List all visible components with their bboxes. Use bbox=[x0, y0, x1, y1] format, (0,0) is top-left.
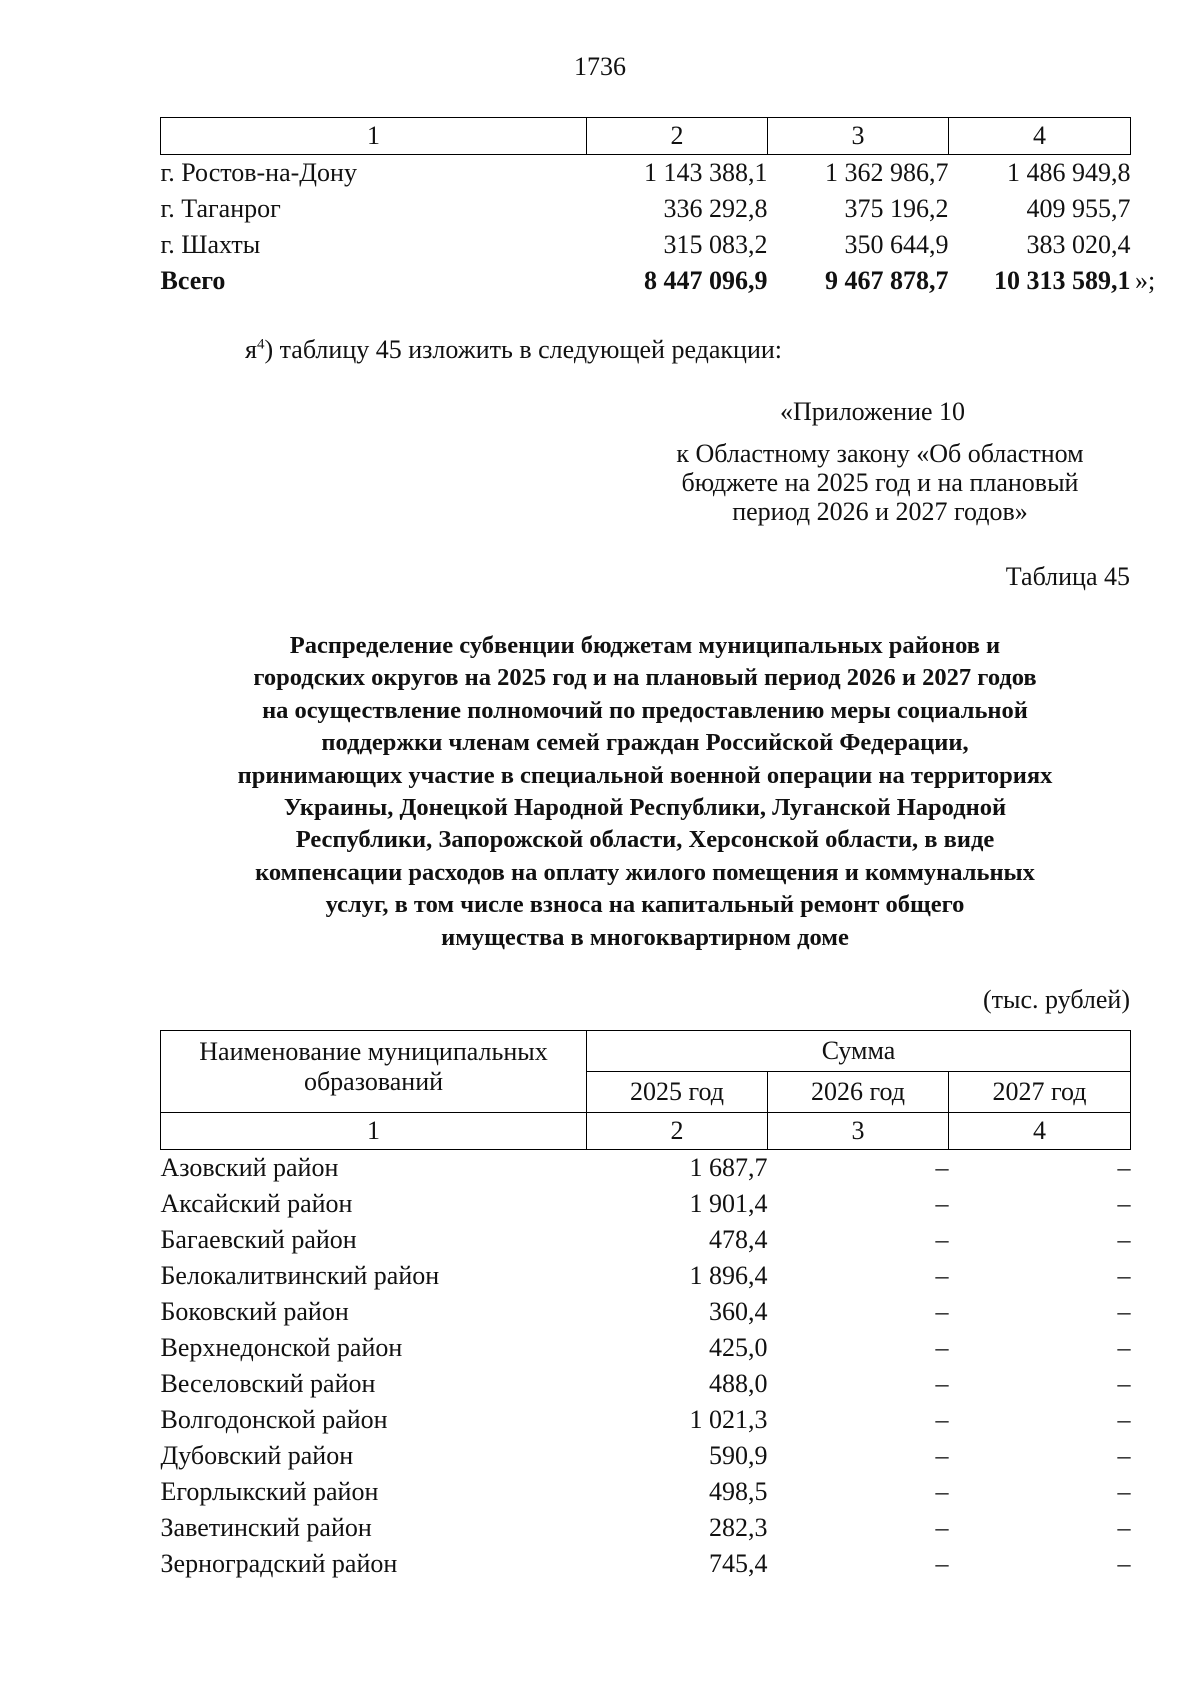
appendix-reference-line: период 2026 и 2027 годов» bbox=[732, 497, 1028, 526]
table-row bbox=[161, 1474, 1131, 1510]
title-line: имущества в многоквартирном доме bbox=[441, 923, 849, 951]
value-2026: – bbox=[935, 1405, 949, 1434]
table-row bbox=[161, 1186, 1131, 1222]
subvention-table bbox=[160, 1030, 1131, 1582]
value-2026: – bbox=[935, 1225, 949, 1254]
table-row bbox=[161, 1294, 1131, 1330]
value-2026: – bbox=[935, 1549, 949, 1578]
table-row bbox=[161, 1258, 1131, 1294]
value-2026: 9 467 878,7 bbox=[825, 266, 949, 295]
value-2025: 1 021,3 bbox=[689, 1405, 768, 1434]
value-2027: – bbox=[1117, 1261, 1131, 1290]
units-label: (тыс. рублей) bbox=[982, 985, 1130, 1014]
municipality-name: Багаевский район bbox=[160, 1225, 357, 1254]
value-2026: – bbox=[935, 1369, 949, 1398]
municipality-name: Дубовский район bbox=[160, 1441, 354, 1470]
value-2025: 8 447 096,9 bbox=[644, 266, 768, 295]
value-2026: – bbox=[935, 1153, 949, 1182]
municipality-name: Заветинский район bbox=[160, 1513, 372, 1542]
appendix-reference bbox=[640, 439, 1120, 526]
appendix-reference-line: бюджете на 2025 год и на плановый bbox=[681, 468, 1079, 497]
value-2027: – bbox=[1117, 1189, 1131, 1218]
column-index-1: 1 bbox=[161, 1113, 587, 1150]
table-row bbox=[161, 1366, 1131, 1402]
value-2027: – bbox=[1117, 1369, 1131, 1398]
municipality-name: Боковский район bbox=[160, 1297, 349, 1326]
value-2025: 488,0 bbox=[709, 1369, 768, 1398]
value-2025: 498,5 bbox=[709, 1477, 768, 1506]
column-header-name: Наименование муниципальных образований bbox=[161, 1031, 587, 1113]
column-index-3: 3 bbox=[768, 118, 949, 155]
value-2027: – bbox=[1117, 1549, 1131, 1578]
column-header-2027: 2027 год bbox=[949, 1072, 1131, 1113]
value-2025: 282,3 bbox=[709, 1513, 768, 1542]
title-line: на осуществление полномочий по предоставлению меры социальной bbox=[262, 696, 1028, 724]
table-label: Таблица 45 bbox=[1005, 562, 1130, 591]
table-row bbox=[161, 1510, 1131, 1546]
value-2025: 590,9 bbox=[709, 1441, 768, 1470]
value-2026: – bbox=[935, 1261, 949, 1290]
value-2027: – bbox=[1117, 1513, 1131, 1542]
page-number: 1736 bbox=[574, 52, 626, 81]
value-2025: 1 896,4 bbox=[689, 1261, 768, 1290]
title-line: городских округов на 2025 год и на плановый период 2026 и 2027 годов bbox=[253, 664, 1037, 692]
value-2027: – bbox=[1117, 1333, 1131, 1362]
table-row bbox=[161, 191, 1131, 227]
municipality-name: Всего bbox=[160, 266, 226, 295]
header-row bbox=[161, 1031, 1131, 1072]
value-2026: – bbox=[935, 1441, 949, 1470]
value-2027: – bbox=[1117, 1405, 1131, 1434]
column-index-row bbox=[161, 118, 1131, 155]
municipality-name: Аксайский район bbox=[160, 1189, 353, 1218]
table-row bbox=[161, 1438, 1131, 1474]
municipality-name: Верхнедонской район bbox=[160, 1333, 403, 1362]
municipality-name: Веселовский район bbox=[160, 1369, 376, 1398]
table-row bbox=[161, 227, 1131, 263]
column-index-row bbox=[161, 1113, 1131, 1150]
value-2027: – bbox=[1117, 1225, 1131, 1254]
column-header-sum: Сумма bbox=[587, 1031, 1131, 1072]
value-2025: 1 143 388,1 bbox=[644, 158, 768, 187]
appendix-reference-line: к Областному закону «Об областном bbox=[676, 439, 1084, 468]
value-2025: 425,0 bbox=[709, 1333, 768, 1362]
value-2027: 409 955,7 bbox=[1026, 194, 1131, 223]
value-2026: – bbox=[935, 1477, 949, 1506]
municipality-name: Егорлыкский район bbox=[160, 1477, 379, 1506]
document-title bbox=[140, 630, 1150, 954]
table-row bbox=[161, 155, 1131, 192]
table-row bbox=[161, 1546, 1131, 1582]
value-2027: – bbox=[1117, 1153, 1131, 1182]
value-2025: 478,4 bbox=[709, 1225, 768, 1254]
municipality-name: Зерноградский район bbox=[160, 1549, 398, 1578]
municipality-name: г. Таганрог bbox=[160, 194, 281, 223]
municipality-name: Азовский район bbox=[160, 1153, 339, 1182]
value-2026: 350 644,9 bbox=[844, 230, 949, 259]
value-2026: 1 362 986,7 bbox=[825, 158, 949, 187]
amendment-prefix: я bbox=[245, 335, 257, 364]
municipality-name: Белокалитвинский район bbox=[160, 1261, 440, 1290]
column-index-3: 3 bbox=[768, 1113, 949, 1150]
table-row bbox=[161, 1222, 1131, 1258]
title-line: поддержки членам семей граждан Российской Федерации, bbox=[321, 729, 969, 757]
value-2026: – bbox=[935, 1189, 949, 1218]
value-2025: 315 083,2 bbox=[663, 230, 768, 259]
title-line: Республики, Запорожской области, Херсонской области, в виде bbox=[295, 826, 995, 854]
municipality-name: г. Шахты bbox=[160, 230, 261, 259]
value-2025: 1 901,4 bbox=[689, 1189, 768, 1218]
title-line: принимающих участие в специальной военной операции на территориях bbox=[237, 761, 1053, 789]
amendment-body: ) таблицу 45 изложить в следующей редакции: bbox=[264, 335, 783, 364]
value-2026: – bbox=[935, 1333, 949, 1362]
column-index-2: 2 bbox=[587, 118, 768, 155]
value-2025: 336 292,8 bbox=[663, 194, 768, 223]
column-index-2: 2 bbox=[587, 1113, 768, 1150]
amendment-text bbox=[245, 335, 782, 365]
value-2025: 1 687,7 bbox=[689, 1153, 768, 1182]
value-2027: 383 020,4 bbox=[1026, 230, 1131, 259]
closing-quote: »; bbox=[1135, 266, 1156, 295]
column-header-2026: 2026 год bbox=[768, 1072, 949, 1113]
value-2026: – bbox=[935, 1513, 949, 1542]
table-row bbox=[161, 1330, 1131, 1366]
title-line: услуг, в том числе взноса на капитальный ремонт общего bbox=[325, 891, 965, 919]
title-line: Украины, Донецкой Народной Республики, Луганской Народной bbox=[283, 794, 1007, 822]
continued-table bbox=[160, 117, 1131, 299]
value-2026: 375 196,2 bbox=[844, 194, 949, 223]
value-2027: 10 313 589,1 bbox=[994, 266, 1131, 295]
column-header-2025: 2025 год bbox=[587, 1072, 768, 1113]
column-index-1: 1 bbox=[161, 118, 587, 155]
value-2027: – bbox=[1117, 1297, 1131, 1326]
title-line: компенсации расходов на оплату жилого помещения и коммунальных bbox=[255, 858, 1035, 886]
municipality-name: Волгодонской район bbox=[160, 1405, 388, 1434]
appendix-title: «Приложение 10 bbox=[780, 397, 966, 426]
table-row bbox=[161, 1150, 1131, 1187]
value-2025: 745,4 bbox=[709, 1549, 768, 1578]
value-2026: – bbox=[935, 1297, 949, 1326]
value-2027: – bbox=[1117, 1477, 1131, 1506]
amendment-superscript: 4 bbox=[256, 336, 265, 353]
value-2025: 360,4 bbox=[709, 1297, 768, 1326]
table-row bbox=[161, 263, 1131, 299]
value-2027: – bbox=[1117, 1441, 1131, 1470]
value-2027: 1 486 949,8 bbox=[1007, 158, 1131, 187]
title-line: Распределение субвенции бюджетам муниципальных районов и bbox=[289, 632, 1001, 659]
municipality-name: г. Ростов-на-Дону bbox=[160, 158, 357, 187]
continued-table-body bbox=[161, 155, 1131, 300]
subvention-table-body bbox=[161, 1150, 1131, 1583]
table-row bbox=[161, 1402, 1131, 1438]
column-index-4: 4 bbox=[949, 1113, 1131, 1150]
column-index-4: 4 bbox=[949, 118, 1131, 155]
